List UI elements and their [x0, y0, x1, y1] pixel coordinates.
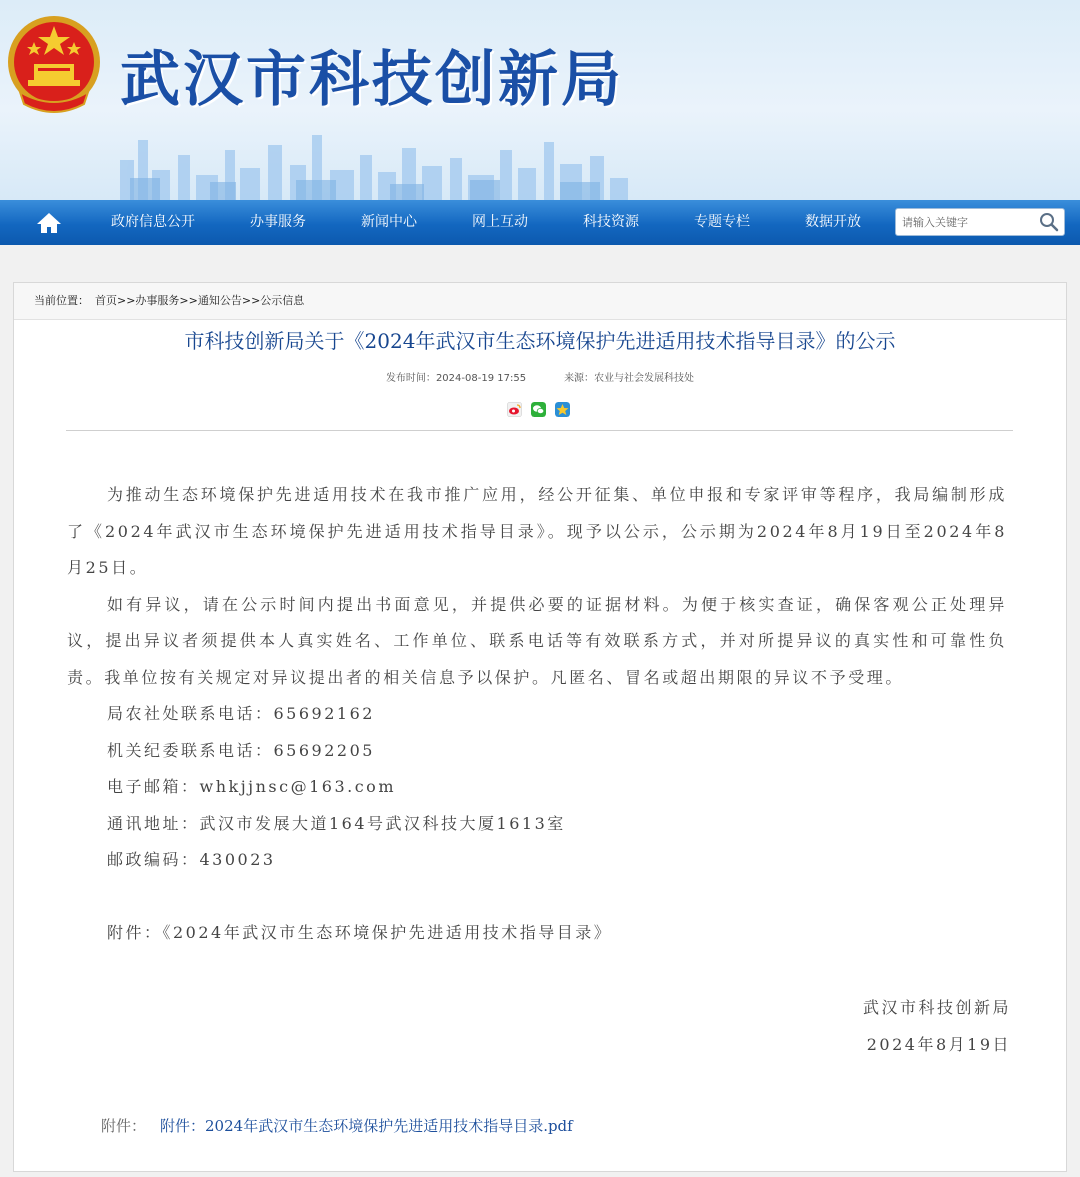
main-nav [0, 200, 1080, 245]
contact-email: 电子邮箱：whkjjnsc@163.com [107, 777, 396, 796]
national-emblem-icon [4, 12, 104, 118]
content-panel [13, 282, 1067, 1172]
site-title: 武汉市科技创新局 [120, 45, 624, 115]
paragraph-objection: 如有异议，请在公示时间内提出书面意见，并提供必要的证据材料。为便于核实查证，确保客观公正处理异议，提出异议者须提供本人真实姓名、工作单位、联系电话等有效联系方式，并对所提异议的真实性和可靠性负责。我单位按有关规定对异议提出者的相关信息予以保护。凡匿名、冒名或超出期限的异议不予受理。 [67, 594, 1007, 687]
breadcrumb-label: 当前位置： [34, 294, 89, 307]
attachment-note: 附件：《2024年武汉市生态环境保护先进适用技术指导目录》 [107, 922, 613, 942]
nav-item-open-data[interactable]: 数据开放 [805, 214, 861, 230]
file-attachment [101, 1115, 573, 1136]
signature-org: 武汉市科技创新局 [862, 998, 1011, 1017]
file-attachment-label: 附件： [101, 1117, 147, 1135]
nav-item-news[interactable]: 新闻中心 [361, 214, 417, 230]
site-banner [0, 0, 1080, 200]
source-label: 来源： [564, 373, 595, 384]
source-value: 农业与社会发展科技处 [594, 373, 695, 384]
publish-label: 发布时间： [385, 373, 436, 384]
weibo-icon[interactable] [507, 402, 522, 417]
search-icon[interactable] [1039, 212, 1059, 232]
nav-item-services[interactable]: 办事服务 [250, 214, 306, 230]
wechat-icon[interactable] [531, 402, 546, 417]
attachment-pdf-link[interactable]: 附件：2024年武汉市生态环境保护先进适用技术指导目录.pdf [160, 1117, 573, 1135]
paragraph-intro: 为推动生态环境保护先进适用技术在我市推广应用，经公开征集、单位申报和专家评审等程序，我局编制形成了《2024年武汉市生态环境保护先进适用技术指导目录》。现予以公示，公示期为2024年8月19日至2024年8月25日。 [67, 485, 1007, 577]
contact-phone-discipline: 机关纪委联系电话：65692205 [107, 740, 375, 760]
article-title: 市科技创新局关于《2024年武汉市生态环境保护先进适用技术指导目录》的公示 [184, 329, 896, 353]
breadcrumb-path[interactable]: 首页>>办事服务>>通知公告>>公示信息 [95, 294, 305, 307]
city-skyline-decoration [0, 120, 1080, 200]
title-divider [66, 430, 1013, 431]
signature-date: 2024年8月19日 [866, 1035, 1011, 1054]
contact-phone-agri: 局农社处联系电话：65692162 [107, 704, 375, 723]
nav-item-interaction[interactable]: 网上互动 [472, 214, 528, 230]
publish-time: 2024-08-19 17:55 [435, 373, 527, 384]
nav-item-gov-info[interactable]: 政府信息公开 [111, 214, 195, 230]
breadcrumb [14, 283, 1066, 320]
search-box [895, 208, 1065, 236]
article-body [67, 477, 1007, 951]
qzone-icon[interactable] [555, 402, 570, 417]
search-input[interactable] [902, 212, 1032, 232]
home-icon[interactable] [36, 212, 62, 234]
nav-item-topics[interactable]: 专题专栏 [694, 214, 750, 230]
contact-address: 通讯地址：武汉市发展大道164号武汉科技大厦1613室 [107, 813, 566, 833]
article-meta [14, 369, 1066, 384]
contact-postcode: 邮政编码：430023 [107, 850, 276, 869]
nav-item-resources[interactable]: 科技资源 [583, 214, 639, 230]
